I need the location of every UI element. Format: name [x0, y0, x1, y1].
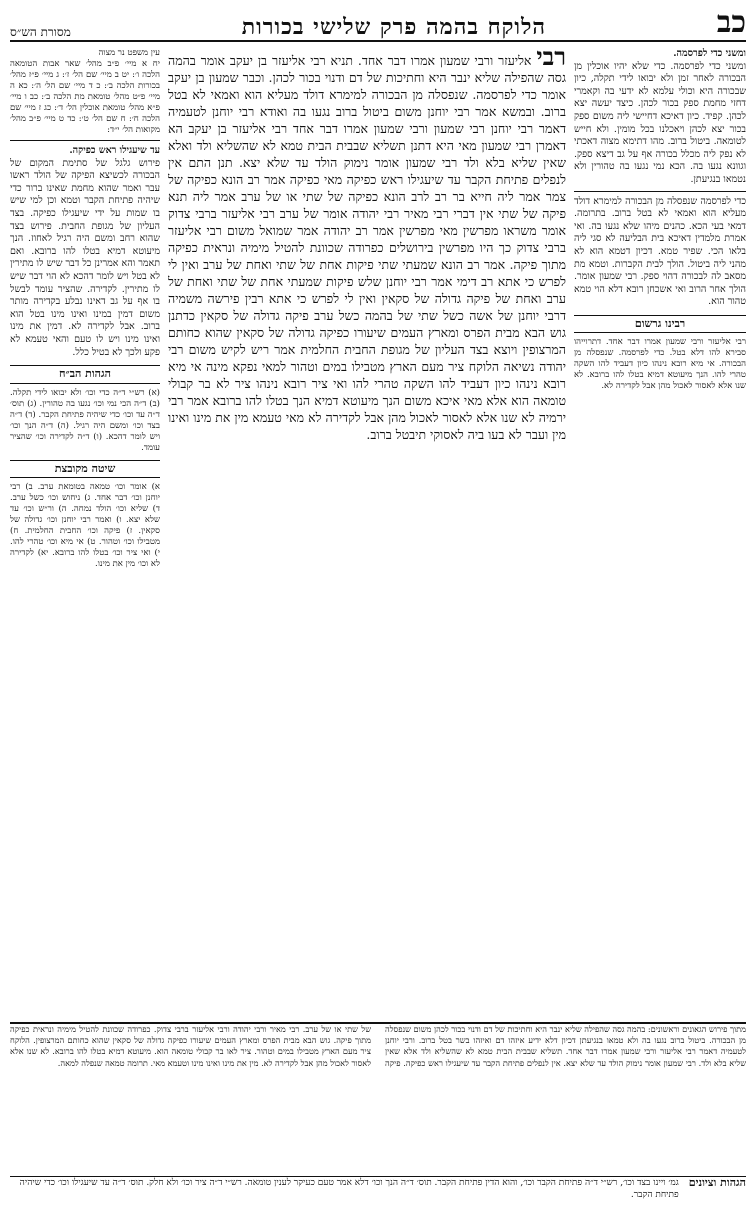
shita-title: שיטה מקובצת: [10, 460, 160, 479]
rashi-commentary: ומשני כדי לפרסמה. כדי שלא יהיו אוכלין מן הבכורה לאחר זמן ולא יבואו לידי תקלה, כיון שבכורה היא וכולי עלמא לא ידעי בה וקאמרי דחזי מחמת ספק בכור לכהן. כיצד יעשה יצא לכהן. קפיד. כיון דאיכא דחיישי ליה משום ספק בכור יצא לכהן ויאכלנו בכל מומין. ולא חייש לטומאה. ביטול ברוב. מהו דתימא מצוה דאכתי לא נפק ליה מכלל בכורה אף על גב דיצא ספק. וגוונא נגעו בה. הכא נמי נגעו בה טהורין ולא נטמאו בנגיעתן.: [574, 60, 746, 185]
footer-title: הגהות וציונים: [688, 1176, 746, 1189]
divider: [574, 191, 746, 192]
shita-text: א) אומר וכו׳ טמאה בטומאת ערב. ב) רבי יוחנן וכו׳ דבר אחד. ג) ניחוש וכו׳ כשל ערב. ד) שליא וכו׳ הולד נמחה. ה) ור״ש וכו׳ עד שלא יצא. ו) ואמר רבי יוחנן וכו׳ גדולה של סקאין. ז) פיקה וכו׳ החבית החלמית. ח) מטבילו וכו׳ וטהור. ט) אי מיא וכו׳ טהרי להו. י) ואי ציר וכו׳ בטלו להו ברובא. יא) לקדירה לא וכו׳ מין את מינו.: [10, 482, 160, 570]
rashi-column: [574, 48, 746, 1018]
divider: [10, 140, 160, 141]
page-footer: [10, 1176, 746, 1205]
bottom-commentary: [10, 1022, 746, 1174]
masoret-hashas-label: מסורת הש״ס: [10, 25, 71, 39]
page-header: [10, 4, 746, 42]
page-title: הלוקח בהמה פרק שלישי בכורות: [241, 14, 547, 40]
gemara-text-block: [168, 48, 566, 1018]
gemara-opening-word: רבי: [536, 48, 566, 71]
rabbeinu-gershom-title: רבינו גרשום: [574, 315, 746, 334]
left-commentary-column: [10, 48, 160, 1018]
rashi-opening: ומשני כדי לפרסמה.: [673, 48, 746, 59]
tosafot-opening: עד שיעגילו ראש כפיקה.: [69, 145, 160, 156]
gemara-text: אליעזר ורבי שמעון אמרו דבר אחד. תניא רבי אליעזר בן יעקב אומר בהמה גסה שהפילה שליא ינבר היא וחתיכות של דם ודנוי בכור לכהן. וכבר שמעון בן יעקב אומר כדי לפרסמה. שנפסלה מן הבכורה למימרא דולד מעליא הוא ואמאי לא בטל ברוב. ובמשא אמר רבי יוחנן משום ביטול ברוב נגעו בה ואודא רבי יוחנן לטעמיה דאמר רבי יוחנן רבי שמעון ורבי שמעון אמרו דבר אחד רבי אליעזר בן יעקב הא דאמרן רבי שמעון מאי היא דתנן תשליא שבבית הבית טמא לא שהשליא ולד ואלא שאין שליא בלא ולד רבי שמעון אומר נימוק הולד עד שלא יצא. תנן התם אין לנפלים פתיחת הקבר עד שיעגילו ראש כפיקה מאי כפיקה אמר רב הונא כפיקה של צמר אמר ליה חייא בר רב לרב הונא כפיקה של שתי או של ערב אמר ליה תנא פיקה של שתי אין דברי רבי מאיר רבי יהודה אומר של ערב רבי אליעזר ברבי צדוק אומר משראו מפרשין מאי מפרשין אמר רב יהודה אמר שמואל משום רבי אליעזר ברבי צדוק כך היו מפרשין בירושלים כפרודה שכוונת להטיל מימיה ונראית כפיקה מתוך פיקה. אמר רב הונא שמעתי שתי פיקות אחת של שתי ואחת של ערב ואין לי לפרש כי אתא רב דימי אמר רבי יוחנן שלש פיקות שמעתי אחת של שתי ואחת של ערב ואחת של פיקה גדולה של סקאין ואין לי לפרש כי אתא רבין פירשה משמיה דרבי יוחנן של אשה כשל שתי של בהמה כשל ערב פיקה גדולה של סקאין כדתנן גוש הבא מבית הפרס ומארץ העמים שיעורו כפיקה גדולה של סקאין שהוא כחותם המרצופין ויוצא בצד העליון של מגופת החבית החלמית אמר ריש לקיש משום רבי יהודה נשיאה הלוקח ציר מעם הארץ מטבילו במים וטהור למאי נפקא מינה אי מיא רובא נינהו כיון דעביד להו השקה טהרי להו ואי ציר רובא נינהו ציר לא בר קבולי טומאה הוא אלא מאי איכא משום הנך מיעוטא דמיא הנך בטלו להו ברובא אמר רבי ירמיה לא שנו אלא לאסור לאכול מהן אבל לקדירה לא מאי טעמא מין את מינו ואינו מין ועבר לא בעו ביה לאסוקי תיבטל ברוב.: [168, 53, 566, 442]
footer-text: גמ׳ ויינו בצד וכו׳, רש״י ד״ה פתיחת הקבר וכו׳, והוא הדין פתיחת הקבר. תוס׳ ד״ה הנך וכו׳ דלא אמר טעם כעיקר לענין טומאה. רש״י ד״ה ציר וכו׳ ולא חלק. תוס׳ ד״ה עד שיעגילו וכו׳ כדי שיהיה פתיחת הקבר.: [19, 1178, 679, 1200]
ein-mishpat-text: יח א מיי׳ פ״ב מהל׳ שאר אבות הטומאה הלכה ו׳: יט ב מיי׳ שם הל׳ ז׳: ג מיי׳ פ״ז מהל׳ בכורות הלכה ב׳: כ ד מיי׳ שם הל׳ ה׳: כא ה מיי׳ פ״ט מהל׳ טומאת מת הלכה ב׳: כב ו מיי׳ פ״א מהל׳ טומאת אוכלין הל׳ ד׳: כג ז מיי׳ שם הלכה ח׳: ח שם הל׳ ט׳: כד ט מיי׳ פ״ב מהל׳ מקואות הל׳ י״ד:: [10, 59, 160, 135]
hagahot-title: הגהות הב״ח: [10, 365, 160, 384]
page-number: כב: [716, 5, 746, 40]
rashi-commentary-continued: כדי לפרסמה שנפסלה מן הבכורה למימרא דולד מעליא הוא ואמאי לא בטל ברוב. בתרומה. דמאי בעי הכא. כהנים מיהו שלא נגעו בה. ואי אמרת מלמדין דאיכא בית הבליעה לא סגי ליה בלאו הכי. שפיר טמא. דכיון דטמא הוא לא מהני ליה ביטול. הולך לבית הקברות. וטמא מת מסאב לה לבכורה דהוי ספק. רבי שמעון אומר. הולך אחר הרוב ואי אשכחן רובא דלא הוי טמא טהור הוא.: [574, 195, 746, 308]
bottom-commentary-text: מתוך פירוש הגאונים וראשונים: בהמה גסה שהפילה שליא ינבר היא וחתיכות של דם ודנוי בכור לכהן משום שנפסלה מן הבכורה. ביטול ברוב נגעו בה ולא טמאו בנגיעתן דכיון דלא ידיע איזהו דם ואיזהו בשר בטל ברוב. ורבי יוחנן לטעמיה דאמר רבי אליעזר ורבי שמעון אמרו דבר אחד. תשליא שבבית הבית טמא לא שהשליא ולד אלא שאין שליא בלא ולד. רבי שמעון אומר נימוק הולד עד שלא יצא. אין לנפלים פתיחת הקבר עד שיעגילו ראש כפיקה. פיקה של שתי או של ערב. רבי מאיר ורבי יהודה ורבי אליעזר ברבי צדוק. כפרודה שכוונת להטיל מימיה ונראית כפיקה מתוך פיקה. גוש הבא מבית הפרס ומארץ העמים שיעורו כפיקה גדולה של סקאין שהוא כחותם המרצופין. הלוקח ציר מעם הארץ מטבילו במים וטהור. ציר לאו בר קבולי טומאה הוא. מיעוטא דמיא בטלו להו ברובא. לא שנו אלא לאסור לאכול מהן אבל לקדירה לא. מין את מינו ואינו מינו וטעמא מאי. תרומה טמאה שנפלה למאה.: [10, 1024, 746, 1068]
rabbeinu-gershom-text: רבי אליעזר ורבי שמעון אמרו דבר אחד. דתרוייהו סבירא להו דלא בטל. כדי לפרסמה. שנפסלה מן הבכורה. אי מיא רובא נינהו כיון דעביד להו השקה טהרי להו. הנך מיעוטא דמיא בטלו להו ברובא. לא שנו אלא לאסור לאכול מהן אבל לקדירה לא.: [574, 337, 746, 392]
hagahot-text: (א) רש״י ד״ה כדי וכו׳ ולא יבואו לידי תקלה. (ב) ד״ה הכי נמי וכו׳ נגעו בה טהורין. (ג) תוס׳ ד״ה עד וכו׳ כדי שיהיה פתיחת הקבר. (ד) ד״ה בצד וכו׳ ומשם היה רגיל. (ה) ד״ה הנך וכו׳ ויש לומר דהכא. (ו) ד״ה לקדירה וכו׳ שהציר עומד.: [10, 387, 160, 453]
ein-mishpat-label: עין משפט נר מצוה: [98, 48, 160, 58]
tosafot-text: פירוש גלגל של סתימת המקום של הבכורה לכשיצא הפיקה של הולד ראשו עבר ואמר שהוא מחמת שאינו ברור כדי שיהיה פתיחת הקבר וטמא וכן למי שיש בו שמות על ידי שיעגילו כפיקה. בצד העליון של מגופת החבית. פירוש בצד שהוא רחב ומשם היה רגיל לאחוז. הנך מיעוטא דמיא בטלו להו ברובא. ואם תאמר והא אמרינן כל דבר שיש לו מתירין לא בטל ויש לומר דהכא לא הוי דבר שיש לו מתירין. לקדירה. שהציר עומד לבשל בו אף על גב דאינו נבלע בקדירה מותר משום דמין במינו ואינו מינו בטל הוא ברוב. אבל לקדירה לא. דמין את מינו ואינו מינו ויש לו טעם והאי טעמא לא פקע ולכך לא בטיל כלל.: [10, 157, 160, 358]
